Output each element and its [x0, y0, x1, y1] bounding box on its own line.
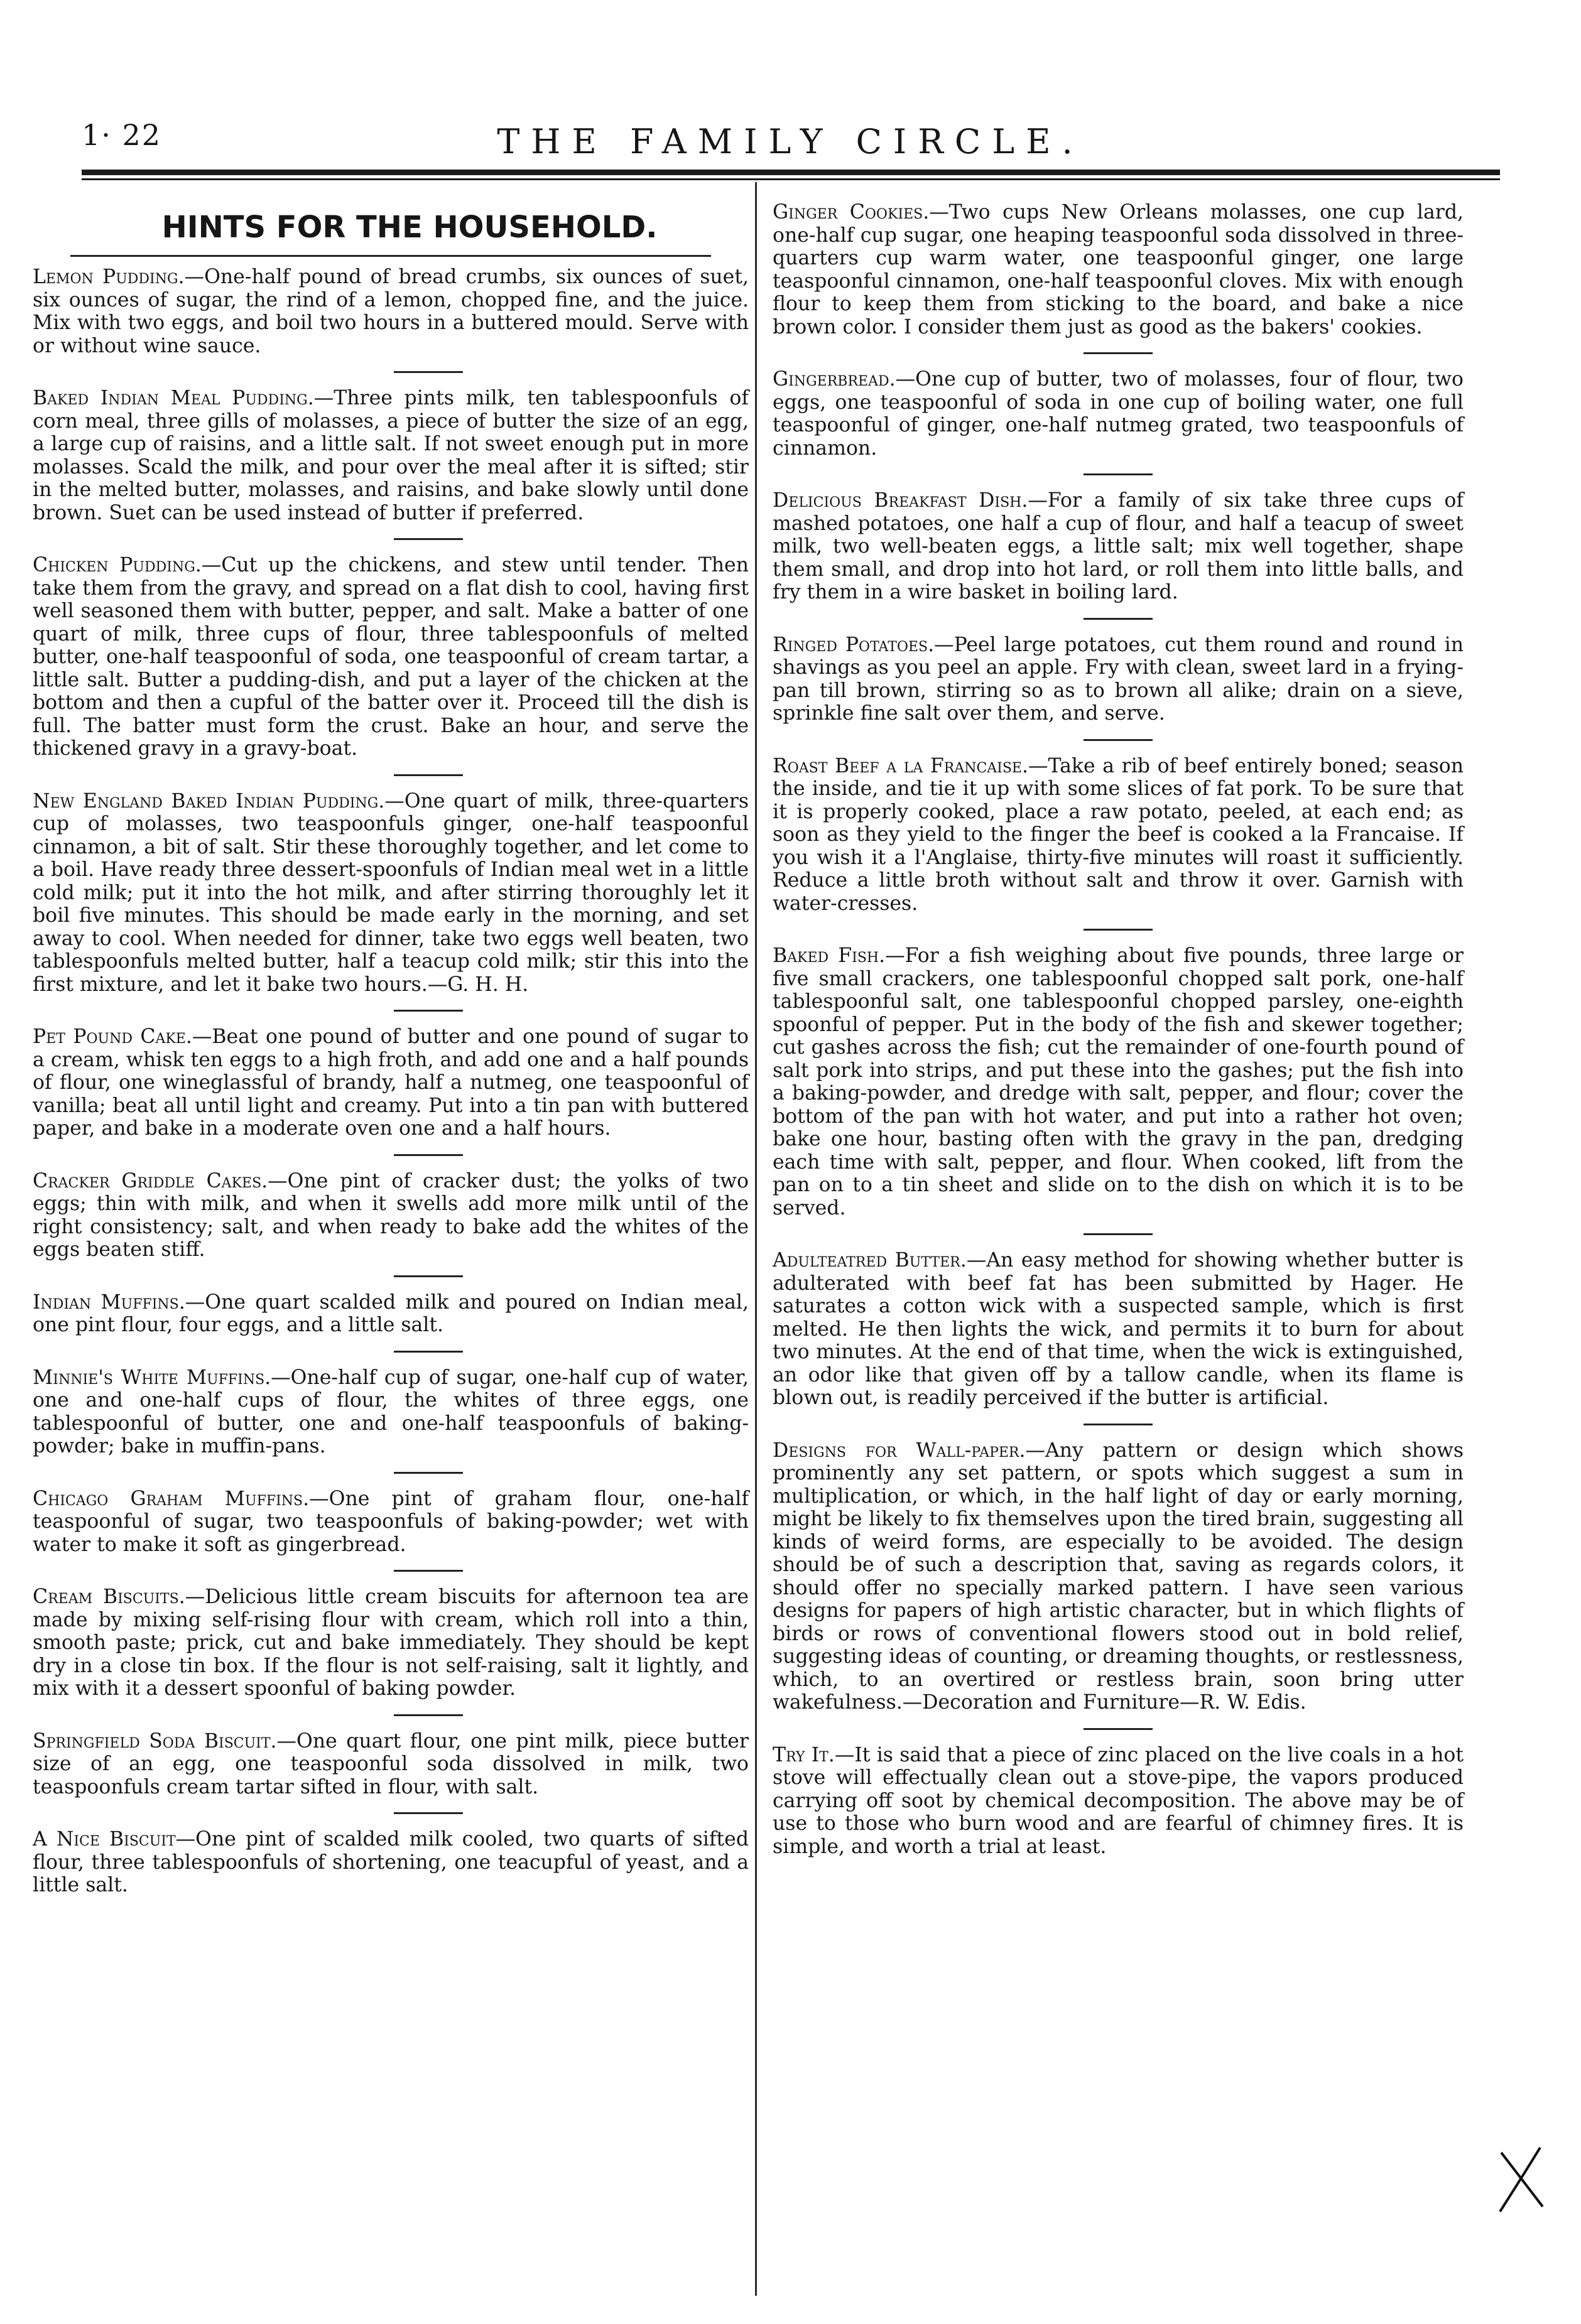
- left-column: [33, 201, 749, 1897]
- entry-heading: Cracker Griddle Cakes.: [33, 1169, 268, 1192]
- entry-separator: [394, 1714, 463, 1716]
- recipe-entry: [33, 1488, 749, 1557]
- recipe-entry: [33, 1730, 749, 1799]
- entry-heading: Chicago Graham Muffins.: [33, 1487, 310, 1510]
- recipe-entry: [33, 554, 749, 760]
- recipe-entry: [773, 944, 1464, 1219]
- entry-separator: [1084, 1728, 1153, 1730]
- entry-separator: [394, 1010, 463, 1012]
- entry-heading: Chicken Pudding.: [33, 554, 202, 576]
- title-rule: [70, 255, 711, 257]
- entry-body: —For a fish weighing about five pounds, three large or five small crackers, one tablespoonful chopped salt pork, one-half tablespoonful salt, one tablespoonful chopped parsley, one-eighth spoonful of pepper. Put in the body of the fish and skewer together; cut gashes across the fish; cut the remainder of one-fourth pound of salt pork into strips, and put these into the gashes; put the fish into a baking-powder, and dredge with salt, pepper, and flour; cover the bottom of the pan with hot water, and put into a rather hot oven; bake one hour, basting often with the gravy in the pan, dredging each time with salt, pepper, and flour. When cooked, lift from the pan on to a tin sheet and slide on to the dish on which it is to be served.: [773, 944, 1464, 1219]
- recipe-entry: [33, 1025, 749, 1140]
- entry-separator: [394, 538, 463, 540]
- entry-body: —Take a rib of beef entirely boned; season the inside, and tie it up with some slices of fat pork. To be sure that it is properly cooked, place a raw potato, peeled, at each end; as soon as they yield to the finger the beef is cooked a la Francaise. If you wish it a l'Anglaise, thirty-five minutes will roast it sufficiently. Reduce a little broth without salt and throw it over. Garnish with water-cresses.: [773, 754, 1464, 915]
- page-header: [0, 118, 1581, 168]
- entry-body: —An easy method for showing whether butter is adulterated with beef fat has been submitted by Hager. He saturates a cotton wick with a suspected sample, which is first melted. He then lights the wick, and permits it to burn for about two minutes. At the end of that time, when the wick is extinguished, an odor like that given off by a tallow candle, when its flame is blown out, is readily perceived if the butter is artificial.: [773, 1249, 1464, 1409]
- right-entry-list: [773, 201, 1464, 1858]
- entry-body: —One cup of butter, two of molasses, four of flour, two eggs, one teaspoonful of soda in one cup of boiling water, one full teaspoonful of ginger, one-half nutmeg grated, two teaspoonfuls of cinnamon.: [773, 368, 1464, 460]
- entry-separator: [394, 1275, 463, 1277]
- entry-separator: [394, 371, 463, 373]
- entry-heading: Gingerbread.: [773, 368, 896, 391]
- entry-heading: Ringed Potatoes.: [773, 633, 935, 656]
- left-entry-list: [33, 266, 749, 1897]
- entry-body: —Beat one pound of butter and one pound of sugar to a cream, whisk ten eggs to a high froth, and add one and a half pounds of flour, one wineglassful of brandy, half a nutmeg, one teaspoonful of vanilla; beat all until light and creamy. Put into a tin pan with buttered paper, and bake in a moderate oven one and a half hours.: [33, 1025, 749, 1140]
- entry-separator: [1084, 473, 1153, 475]
- entry-body: —Any pattern or design which shows prominently any set pattern, or spots which suggest a sum in multiplication, or which, in the half light of day or early morning, might be likely to fix themselves upon the tired brain, suggesting all kinds of weird forms, are especially to be avoided. The design should be of such a description that, saving as regards colors, it should offer no specially marked pattern. I have seen various designs for papers of high artistic character, but in which flights of birds or rows of conventional flowers stood out in bold relief, suggesting ideas of counting, or dreaming thoughts, or restlessness, which, to an overtired or restless brain, soon bring utter wakefulness.—Decoration and Furniture—R. W. Edis.: [773, 1439, 1464, 1714]
- entry-body: —For a family of six take three cups of mashed potatoes, one half a cup of flour, and half a teacup of sweet milk, two well-beaten eggs, a little salt; mix well together, shape them small, and drop into hot lard, or roll them into little balls, and fry them in a wire basket in boiling lard.: [773, 489, 1464, 603]
- recipe-entry: [33, 1170, 749, 1262]
- entry-heading: Baked Indian Meal Pudding.: [33, 387, 314, 409]
- entry-separator: [1084, 618, 1153, 620]
- section-title: HINTS FOR THE HOUSEHOLD.: [161, 210, 658, 245]
- entry-separator: [394, 1812, 463, 1814]
- entry-heading: A Nice Biscuit: [33, 1828, 176, 1851]
- entry-separator: [1084, 352, 1153, 354]
- entry-separator: [394, 1154, 463, 1156]
- entry-body: —Peel large potatoes, cut them round and round in shavings as you peel an apple. Fry with clean, sweet lard in a frying-pan till brown, stirring so as to brown all alike; drain on a sieve, sprinkle fine salt over them, and serve.: [773, 633, 1464, 725]
- entry-heading: Adulteatred Butter.: [773, 1249, 967, 1272]
- recipe-entry: [773, 1249, 1464, 1410]
- recipe-entry: [33, 1366, 749, 1458]
- recipe-entry: [773, 634, 1464, 725]
- entry-body: —Three pints milk, ten tablespoonfuls of corn meal, three gills of molasses, a piece of butter the size of an egg, a large cup of raisins, and a little salt. If not sweet enough put in more molasses. Scald the milk, and pour over the meal after it is sifted; stir in the melted butter, molasses, and raisins, and bake slowly until done brown. Suet can be used instead of butter if preferred.: [33, 387, 749, 524]
- entry-heading: Delicious Breakfast Dish.: [773, 489, 1028, 512]
- entry-heading: Roast Beef a la Francaise.: [773, 754, 1029, 777]
- periodical-title: THE FAMILY CIRCLE.: [497, 122, 1084, 161]
- entry-heading: Baked Fish.: [773, 944, 886, 967]
- entry-separator: [394, 1570, 463, 1572]
- entry-body: —Two cups New Orleans molasses, one cup lard, one-half cup sugar, one heaping teaspoonful soda dissolved in three-quarters cup warm water, one teaspoonful ginger, one large teaspoonful cinnamon, one-half teaspoonful cloves. Mix with enough flour to keep them from sticking to the board, and bake a nice brown color. I consider them just as good as the bakers' cookies.: [773, 201, 1464, 338]
- recipe-entry: [33, 1828, 749, 1897]
- entry-body: —One pint of cracker dust; the yolks of two eggs; thin with milk, and when it swells add more milk until of the right consistency; salt, and when ready to bake add the whites of the eggs beaten stiff.: [33, 1169, 749, 1261]
- entry-body: —It is said that a piece of zinc placed on the live coals in a hot stove will effectually clean out a stove-pipe, the vapors produced carrying off soot by chemical decomposition. The above may be of use to those who burn wood and are fearful of chimney fires. It is simple, and worth a trial at least.: [773, 1743, 1464, 1858]
- recipe-entry: [773, 755, 1464, 916]
- recipe-entry: [33, 387, 749, 524]
- entry-body: —One-half pound of bread crumbs, six ounces of suet, six ounces of sugar, the rind of a lemon, chopped fine, and the juice. Mix with two eggs, and boil two hours in a buttered mould. Serve with or without wine sauce.: [33, 266, 749, 357]
- entry-heading: Indian Muffins.: [33, 1290, 185, 1314]
- entry-separator: [394, 774, 463, 776]
- entry-heading: Minnie's White Muffins.: [33, 1366, 271, 1389]
- entry-heading: Try It.: [773, 1743, 835, 1766]
- entry-separator: [1084, 739, 1153, 741]
- entry-separator: [1084, 1424, 1153, 1425]
- entry-body: —One pint of graham flour, one-half teaspoonful of sugar, two teaspoonfuls of baking-powder; wet with water to make it soft as gingerbread.: [33, 1487, 749, 1556]
- recipe-entry: [773, 368, 1464, 460]
- recipe-entry: [33, 790, 749, 997]
- recipe-entry: [33, 266, 749, 357]
- entry-body: —One pint of scalded milk cooled, two quarts of sifted flour, three tablespoonfuls of shortening, one teacupful of yeast, and a little salt.: [33, 1828, 749, 1896]
- right-column: [773, 201, 1464, 1858]
- entry-body: —One quart of milk, three-quarters cup of molasses, two teaspoonfuls ginger, one-half teaspoonful cinnamon, a bit of salt. Stir these thoroughly together, and let come to a boil. Have ready three dessert-spoonfuls of Indian meal wet in a little cold milk; put it into the hot milk, and after stirring thoroughly let it boil five minutes. This should be made early in the morning, and set away to cool. When needed for dinner, take two eggs well beaten, two tablespoonfuls melted butter, half a teacup cold milk; stir this into the first mixture, and let it bake two hours.—G. H. H.: [33, 789, 749, 996]
- recipe-entry: [773, 1439, 1464, 1714]
- header-rule-thin: [82, 178, 1500, 180]
- entry-body: —One-half cup of sugar, one-half cup of water, one and one-half cups of flour, the whites of three eggs, one tablespoonful of butter, one and one-half teaspoonfuls of baking-powder; bake in muffin-pans.: [33, 1366, 749, 1457]
- entry-heading: Cream Biscuits.: [33, 1586, 185, 1608]
- entry-heading: Ginger Cookies.: [773, 201, 930, 224]
- entry-heading: Lemon Pudding.: [33, 266, 185, 288]
- entry-body: —One quart scalded milk and poured on Indian meal, one pint flour, four eggs, and a little salt.: [33, 1290, 749, 1336]
- entry-body: —Cut up the chickens, and stew until tender. Then take them from the gravy, and spread on a flat dish to cool, having first well seasoned them with butter, pepper, and salt. Make a batter of one quart of milk, three cups of flour, three tablespoonfuls of melted butter, one-half teaspoonful of soda, one teaspoonful of cream tartar, a little salt. Butter a pudding-dish, and put a layer of the chicken at the bottom and then a cupful of the batter over it. Proceed till the dish is full. The batter must form the crust. Bake an hour, and serve the thickened gravy in a gravy-boat.: [33, 554, 749, 760]
- entry-body: —One quart flour, one pint milk, piece butter size of an egg, one teaspoonful soda dissolved in milk, two teaspoonfuls cream tartar sifted in flour, with salt.: [33, 1729, 749, 1798]
- entry-heading: Pet Pound Cake.: [33, 1025, 192, 1048]
- recipe-entry: [773, 201, 1464, 338]
- entry-separator: [394, 1351, 463, 1353]
- entry-heading: Springfield Soda Biscuit.: [33, 1729, 277, 1753]
- entry-heading: Designs for Wall-paper.: [773, 1439, 1026, 1462]
- header-rule-thick: [82, 170, 1500, 175]
- entry-heading: New England Baked Indian Pudding.: [33, 789, 385, 813]
- handwritten-x-mark: [1496, 2141, 1546, 2217]
- page-number: 1· 22: [82, 118, 162, 152]
- entry-separator: [1084, 929, 1153, 931]
- recipe-entry: [33, 1291, 749, 1337]
- recipe-entry: [33, 1586, 749, 1700]
- recipe-entry: [773, 1744, 1464, 1859]
- entry-separator: [1084, 1233, 1153, 1235]
- column-divider: [755, 182, 757, 2296]
- recipe-entry: [773, 489, 1464, 604]
- entry-body: —Delicious little cream biscuits for afternoon tea are made by mixing self-rising flour with cream, which roll into a thin, smooth paste; prick, cut and bake immediately. They should be kept dry in a close tin box. If the flour is not self-raising, salt it lightly, and mix with it a dessert spoonful of baking powder.: [33, 1586, 749, 1700]
- entry-separator: [394, 1472, 463, 1474]
